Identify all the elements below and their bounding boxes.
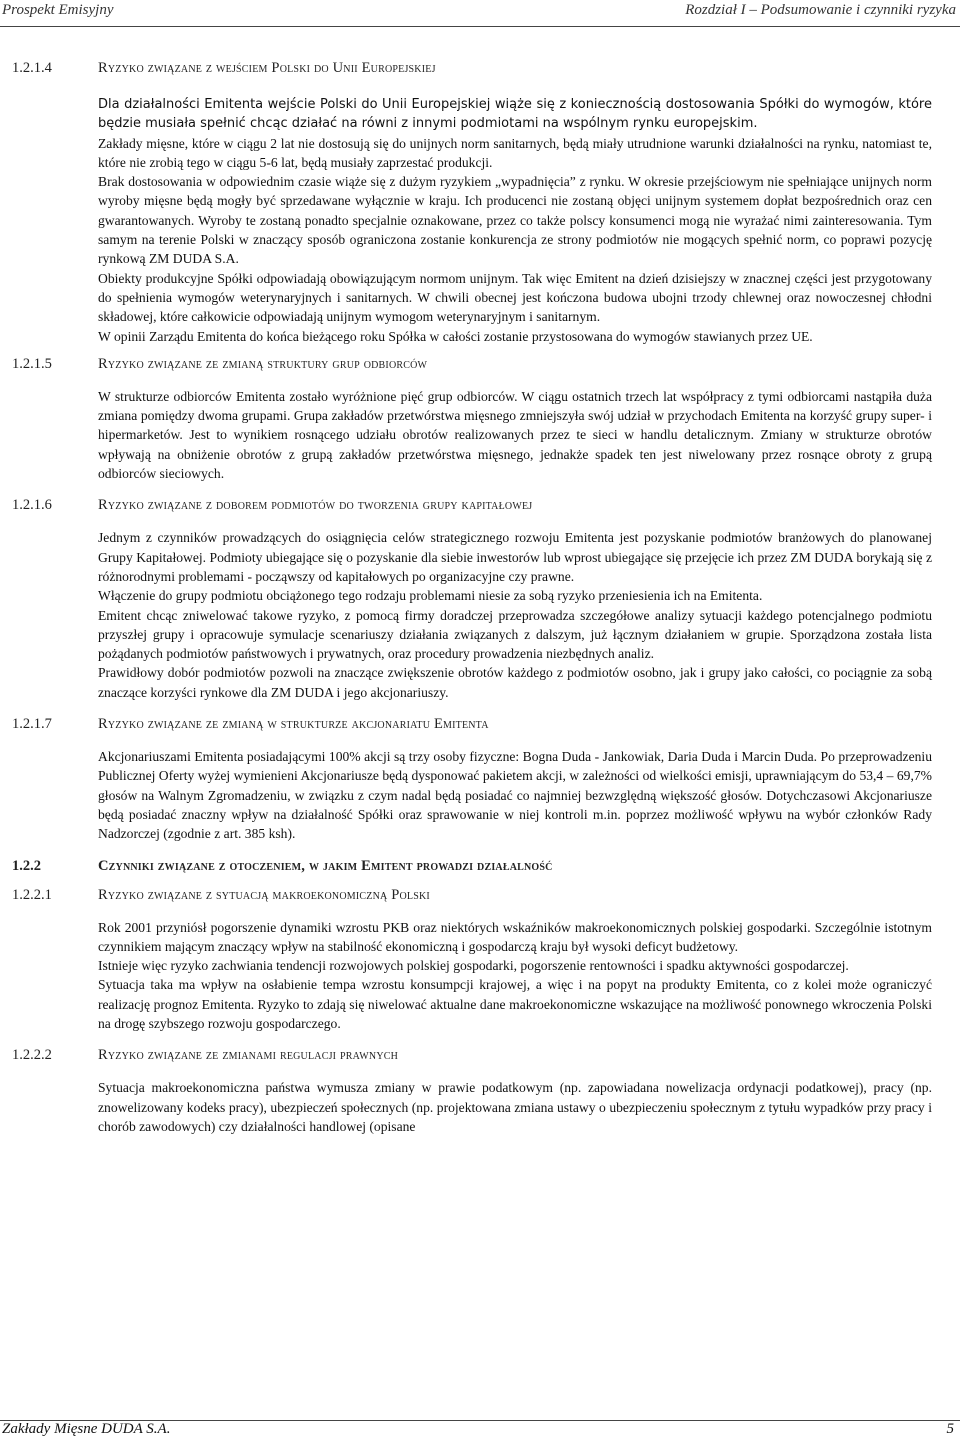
section-title: Ryzyko związane z sytuacją makroekonomiczną Polski <box>98 886 430 903</box>
page-content <box>0 60 960 1136</box>
section-body <box>98 747 932 843</box>
section-body <box>98 918 932 1034</box>
section-body <box>98 387 932 483</box>
paragraph: Sytuacja makroekonomiczna państwa wymusza zmiany w prawie podatkowym (np. zapowiadana nowelizacja ordynacji podatkowej), pracy (np. znowelizowany kodeks pracy), ubezpieczeń społecznych (np. projektowana zmiana ustawy o ubezpieczeniu społecznym z tytułu wypadków przy pracy i chorób zawodowych) czy działalności handlowej (opisane <box>98 1080 932 1134</box>
section-1-2-2-1 <box>12 887 960 1034</box>
section-title: Czynniki związane z otoczeniem, w jakim Emitent prowadzi działalność <box>98 857 553 874</box>
paragraph: Obiekty produkcyjne Spółki odpowiadają obowiązującym normom unijnym. Tak więc Emitent na dzień dzisiejszy w znacznej części jest przygotowany do spełnienia wymogów weterynaryjnych i sanitarnych. W chwili obecnej jest kończona budowa ubojni trzody chlewnej oraz nowoczesnej chłodni składowej, które całkowicie odpowiadają unijnym wymogom weterynaryjnym i sanitarnym. <box>98 270 932 325</box>
section-1-2-1-5 <box>12 356 960 483</box>
header-chapter-title: Rozdział I – Podsumowanie i czynniki ryzyka <box>685 2 956 18</box>
paragraph: Rok 2001 przyniósł pogorszenie dynamiki wzrostu PKB oraz niektórych wskaźników makroekonomicznych polskiej gospodarki. Szczególnie istotnym czynnikiem mającym znaczący wpływ na stabilność ekonomiczną i gospodarczą kraju był wysoki deficyt budżetowy. <box>98 919 932 954</box>
paragraph: Włączenie do grupy podmiotu obciążonego tego rodzaju problemami niesie za sobą ryzyko przeniesienia ich na Emitenta. <box>98 588 763 604</box>
footer-company-name: Zakłady Mięsne DUDA S.A. <box>2 1421 171 1437</box>
page-footer <box>0 1421 960 1442</box>
section-1-2-1-7 <box>12 716 960 843</box>
section-number: 1.2.1.7 <box>12 716 52 733</box>
section-number: 1.2.1.5 <box>12 355 52 372</box>
section-1-2-1-6 <box>12 497 960 702</box>
section-body <box>98 134 932 346</box>
section-number: 1.2.1.6 <box>12 497 52 514</box>
section-title: Ryzyko związane ze zmianą struktury grup odbiorców <box>98 355 428 372</box>
section-number: 1.2.2.1 <box>12 886 52 903</box>
section-body <box>98 1078 932 1136</box>
page-header <box>0 0 960 26</box>
page-number: 5 <box>946 1421 954 1437</box>
section-title: Ryzyko związane ze zmianą w strukturze akcjonariatu Emitenta <box>98 716 489 733</box>
paragraph: Istnieje więc ryzyko zachwiania tendencji rozwojowych polskiej gospodarki, pogorszenie rentowności i spadku aktywności gospodarczej. <box>98 958 849 974</box>
section-title: Ryzyko związane z wejściem Polski do Unii Europejskiej <box>98 60 436 76</box>
paragraph: Brak dostosowania w odpowiednim czasie wiąże się z dużym ryzykiem „wypadnięcia” z rynku. W okresie przejściowym nie spełniające unijnych norm wyroby mięsne będą mogły być sprzedawane wyłącznie w kraju. Ich producenci nie zostaną objęci unijnym systemem dopłat bezpośrednich oraz cen gwarantowanych. Wyroby te zostaną ponadto specjalnie oznakowane, przez co także polscy konsumenci mogą nie wyrażać nimi zainteresowania. Tym samym na terenie Polski w znaczący sposób ograniczona zostanie konkurencja ze strony podmiotów nie mogących spełnić norm, co poprawi pozycję rynkową ZM DUDA S.A. <box>98 174 932 267</box>
section-number: 1.2.2 <box>12 857 41 874</box>
paragraph: Sytuacja taka ma wpływ na osłabienie tempa wzrostu konsumpcji krajowej, a więc i na popyt na produkty Emitenta, co z kolei może ograniczyć realizację prognoz Emitenta. Ryzyko to zdają się niwelować aktualne dane makroekonomiczne wskazujące na możliwość ponownego wkroczenia Polski na drogę szybszego rozwoju gospodarczego. <box>98 977 932 1031</box>
paragraph: Emitent chcąc zniwelować takowe ryzyko, z pomocą firmy doradczej przeprowadza szczegółowe analizy sytuacji każdego potencjalnego podmiotu przyszłej grupy i opracowuje symulacje scenariuszy działania związanych z dalszym, już łącznym działaniem w grupie. Sporządzona została lista pożądanych podmiotów państwowych i prywatnych, oraz procedury prowadzenia niezbędnych analiz. <box>98 607 932 662</box>
section-title: Ryzyko związane z doborem podmiotów do tworzenia grupy kapitałowej <box>98 497 533 514</box>
section-1-2-2 <box>12 858 960 875</box>
paragraph: W strukturze odbiorców Emitenta zostało wyróżnione pięć grup odbiorców. W ciągu ostatnich trzech lat współpracy z tymi odbiorcami nastąpiła duża zmiana pomiędzy dwoma grupami. Grupa zakładów przetwórstwa mięsnego zmniejszyła swój udział w przychodach Emitenta na korzyść grupy super- i hipermarketów. Jest to wynikiem rosnącego udziału obrotów realizowanych przez te sieci w handlu detalicznym. Zmiany w strukturze obrotów wpływają na obniżenie obrotów z grupą zakładów przetwórstwa mięsnego, jednakże spadek ten jest niwelowany przez rosnące obroty z grupą odbiorców sieciowych. <box>98 388 932 482</box>
paragraph: Akcjonariuszami Emitenta posiadającymi 100% akcji są trzy osoby fizyczne: Bogna Duda - Jankowiak, Daria Duda i Marcin Duda. Po przeprowadzeniu Publicznej Oferty wyżej wymienieni Akcjonariusze będą dysponować pakietem akcji, w zależności od wielkości emisji, uprawniającym do 53,4 – 69,7% głosów na Walnym Zgromadzeniu, w związku z czym nadal będą posiadać co najmniej bezwzględną większość głosów. Dotychczasowi Akcjonariusze będą posiadać znaczny wpływ na działalność Spółki oraz sprawowanie w niej kontroli m.in. poprzez możliwość wpływu na wybór członków Rady Nadzorczej (zgodnie z art. 385 ksh). <box>98 749 932 842</box>
paragraph: Zakłady mięsne, które w ciągu 2 lat nie dostosują się do unijnych norm sanitarnych, będą miały utrudnione warunki działalności na rynku, natomiast te, które nie zrobią tego w ciągu 5-6 lat, będą musiały zaprzestać produkcji. <box>98 135 932 170</box>
section-body <box>98 528 932 702</box>
section-body <box>98 95 932 134</box>
section-1-2-1-4 <box>12 60 960 346</box>
section-number: 1.2.2.2 <box>12 1047 52 1064</box>
paragraph: Dla działalności Emitenta wejście Polski do Unii Europejskiej wiąże się z koniecznością dostosowania Spółki do wymogów, które będzie musiała spełnić chcąc działać na równi z innymi podmiotami na wspólnym rynku europejskim. <box>98 97 932 132</box>
header-divider <box>0 26 960 27</box>
section-1-2-2-2 <box>12 1047 960 1136</box>
header-document-title: Prospekt Emisyjny <box>2 2 114 18</box>
paragraph: W opinii Zarządu Emitenta do końca bieżącego roku Spółka w całości zostanie przystosowana do wymogów stawianych przez UE. <box>98 328 813 344</box>
section-number: 1.2.1.4 <box>12 60 52 76</box>
paragraph: Prawidłowy dobór podmiotów pozwoli na znaczące zwiększenie obrotów każdego z podmiotów osobno, jak i grupy jako całości, co pociągnie za sobą znaczące korzyści rynkowe dla ZM DUDA i jego akcjonariuszy. <box>98 665 932 700</box>
section-title: Ryzyko związane ze zmianami regulacji prawnych <box>98 1047 399 1064</box>
paragraph: Jednym z czynników prowadzących do osiągnięcia celów strategicznego rozwoju Emitenta jest pozyskanie podmiotów branżowych do planowanej Grupy Kapitałowej. Podmioty ubiegające się o pozyskanie dla siebie inwestorów lub wprost ubiegające się przejęcie ich przez ZM DUDA borykają się z różnorodnymi problemami - począwszy od kapitałowych po organizacyjne czy prawne. <box>98 530 932 584</box>
